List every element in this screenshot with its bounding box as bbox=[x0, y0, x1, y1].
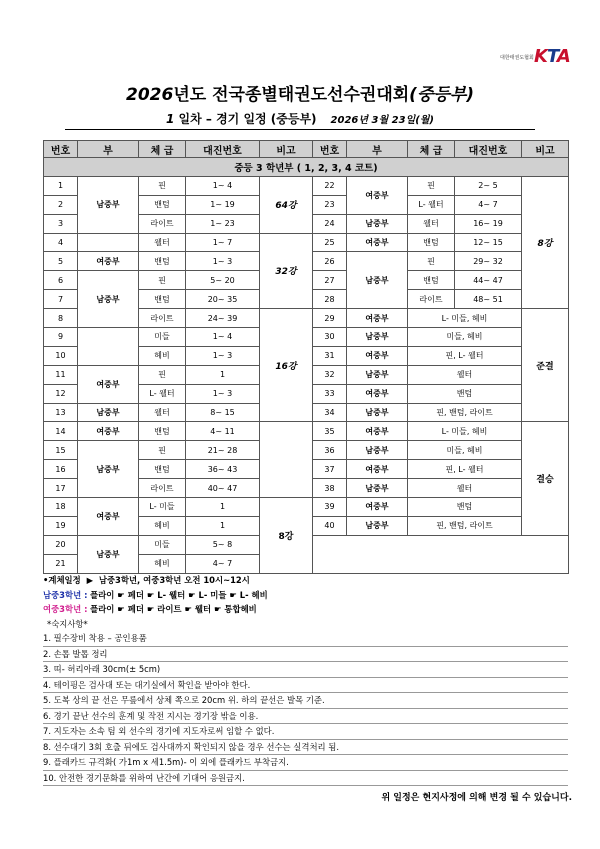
column-header: 체 급 bbox=[408, 141, 455, 158]
kta-logo bbox=[500, 46, 578, 70]
weigh-in-schedule: •계체일정 ▶ 남중3학년, 여중3학년 오전 10시~12시 bbox=[43, 575, 250, 585]
table-cell: 남중부 bbox=[347, 441, 408, 460]
table-cell: 1~ 3 bbox=[186, 346, 260, 365]
table-cell: 5~ 8 bbox=[186, 535, 260, 554]
logo-org-name: 대한태권도협회 bbox=[500, 55, 534, 61]
table-cell: 여중부 bbox=[347, 460, 408, 479]
table-cell: 4~ 7 bbox=[455, 195, 522, 214]
table-cell: 웰터 bbox=[139, 403, 186, 422]
table-cell: 결승 bbox=[522, 422, 569, 535]
table-cell: 핀 bbox=[139, 365, 186, 384]
logo-mark: KTA bbox=[534, 46, 570, 67]
table-cell: 13 bbox=[44, 403, 78, 422]
table-cell: 44~ 47 bbox=[455, 271, 522, 290]
table-cell: 2 bbox=[44, 195, 78, 214]
table-cell: 1 bbox=[186, 516, 260, 535]
table-cell: 밴텀 bbox=[408, 271, 455, 290]
note-item: 5. 도복 상의 끝 선은 무릎에서 상체 쪽으로 20cm 위. 하의 끝선은 발목 기준. bbox=[43, 693, 568, 709]
table-cell: 20~ 35 bbox=[186, 290, 260, 309]
column-header: 부 bbox=[347, 141, 408, 158]
table-cell: 1~ 19 bbox=[186, 195, 260, 214]
table-cell: 남중부 bbox=[347, 403, 408, 422]
table-cell: 36~ 43 bbox=[186, 460, 260, 479]
table-cell: 1~ 3 bbox=[186, 252, 260, 271]
table-cell: 남중부 bbox=[78, 176, 139, 233]
table-cell: 여중부 bbox=[347, 498, 408, 517]
table-cell: 20 bbox=[44, 535, 78, 554]
notes-section bbox=[43, 573, 568, 786]
table-cell: 준결 bbox=[522, 309, 569, 422]
table-cell: 남중부 bbox=[347, 252, 408, 309]
table-cell: 밴텀 bbox=[408, 233, 455, 252]
table-cell: 8강 bbox=[260, 498, 313, 574]
table-cell: 라이트 bbox=[139, 309, 186, 328]
table-cell: 17 bbox=[44, 479, 78, 498]
table-cell: 25 bbox=[313, 233, 347, 252]
note-item: 2. 손톱 발톱 정리 bbox=[43, 647, 568, 663]
table-cell: 29~ 32 bbox=[455, 252, 522, 271]
table-cell: 27 bbox=[313, 271, 347, 290]
table-cell: 1 bbox=[186, 365, 260, 384]
table-cell: 핀 bbox=[139, 271, 186, 290]
page-subtitle: 1 일차 – 경기 일정 (중등부) 2026년 3월 23일(월) bbox=[65, 110, 535, 130]
table-cell: 남중부 bbox=[347, 328, 408, 347]
table-cell: 남중부 bbox=[347, 214, 408, 233]
table-cell: 중등 3 학년부 ( 1, 2, 3, 4 코트) bbox=[44, 158, 569, 177]
table-cell: 36 bbox=[313, 441, 347, 460]
schedule-table bbox=[43, 140, 569, 574]
page-title: 2026년도 전국종별태권도선수권대회(중등부) bbox=[126, 85, 474, 105]
column-header: 번호 bbox=[44, 141, 78, 158]
table-cell: 여중부 bbox=[78, 365, 139, 403]
table-cell: L- 미들, 헤비 bbox=[408, 309, 522, 328]
table-cell: 핀, L- 웰터 bbox=[408, 460, 522, 479]
table-cell: 핀, 밴텀, 라이트 bbox=[408, 516, 522, 535]
table-cell: 여중부 bbox=[78, 498, 139, 536]
table-header-row bbox=[44, 141, 569, 158]
table-cell: 웰터 bbox=[408, 479, 522, 498]
table-cell: 1 bbox=[186, 498, 260, 517]
table-cell: 4~ 11 bbox=[186, 422, 260, 441]
table-cell: 1~ 4 bbox=[186, 176, 260, 195]
table-cell: 6 bbox=[44, 271, 78, 290]
column-header: 번호 bbox=[313, 141, 347, 158]
table-cell: 여중부 bbox=[347, 422, 408, 441]
column-header: 체 급 bbox=[139, 141, 186, 158]
table-cell: 라이트 bbox=[139, 479, 186, 498]
note-item: 6. 경기 끝난 선수의 훈계 및 작전 지시는 경기장 밖을 이용. bbox=[43, 709, 568, 725]
table-row bbox=[44, 498, 569, 517]
table-cell: 1~ 3 bbox=[186, 384, 260, 403]
table-cell: 26 bbox=[313, 252, 347, 271]
table-cell: 5 bbox=[44, 252, 78, 271]
table-cell bbox=[313, 535, 569, 573]
table-cell: 라이트 bbox=[139, 214, 186, 233]
table-cell: 28 bbox=[313, 290, 347, 309]
note-item: 4. 테이핑은 검사대 또는 대기실에서 확인을 받아야 한다. bbox=[43, 678, 568, 694]
table-cell: 여중부 bbox=[347, 384, 408, 403]
table-cell: 35 bbox=[313, 422, 347, 441]
table-cell: 핀 bbox=[139, 441, 186, 460]
column-header: 비고 bbox=[522, 141, 569, 158]
caution-heading: *숙지사항* bbox=[47, 618, 88, 629]
table-cell: 16~ 19 bbox=[455, 214, 522, 233]
table-cell: 16 bbox=[44, 460, 78, 479]
table-cell: 밴텀 bbox=[139, 422, 186, 441]
arrow-right-icon: ▶ bbox=[86, 575, 94, 585]
table-cell: 라이트 bbox=[408, 290, 455, 309]
table-cell: 핀 bbox=[408, 252, 455, 271]
table-cell: 남중부 bbox=[78, 403, 139, 422]
table-cell: 여중부 bbox=[78, 422, 139, 441]
table-cell: 핀 bbox=[139, 176, 186, 195]
table-cell: 12~ 15 bbox=[455, 233, 522, 252]
table-cell: 31 bbox=[313, 346, 347, 365]
girls-weigh-order: 여중3학년 : 플라이 ☛ 페더 ☛ 라이트 ☛ 웰터 ☛ 통합헤비 bbox=[43, 604, 257, 614]
note-item: 7. 지도자는 소속 팀 외 선수의 경기에 지도자로써 임할 수 없다. bbox=[43, 724, 568, 740]
table-cell: 남중부 bbox=[347, 365, 408, 384]
table-cell: 16강 bbox=[260, 309, 313, 422]
table-cell: 남중부 bbox=[78, 441, 139, 498]
table-cell: 미들, 헤비 bbox=[408, 441, 522, 460]
table-row bbox=[44, 176, 569, 195]
table-cell: 19 bbox=[44, 516, 78, 535]
table-cell: L- 웰터 bbox=[408, 195, 455, 214]
note-item: 9. 플래카드 규격화( 가1m x 세1.5m)- 이 외에 플래카드 부착금지. bbox=[43, 755, 568, 771]
table-cell: 40 bbox=[313, 516, 347, 535]
table-cell: 30 bbox=[313, 328, 347, 347]
table-cell: 23 bbox=[313, 195, 347, 214]
table-cell bbox=[78, 328, 139, 366]
table-cell: 핀, L- 웰터 bbox=[408, 346, 522, 365]
table-cell: 남중부 bbox=[347, 479, 408, 498]
note-item: 1. 필수장비 착용 – 공인용품 bbox=[43, 631, 568, 647]
table-cell: 40~ 47 bbox=[186, 479, 260, 498]
column-header: 비고 bbox=[260, 141, 313, 158]
table-cell: 밴텀 bbox=[139, 195, 186, 214]
table-cell: 33 bbox=[313, 384, 347, 403]
table-cell: 39 bbox=[313, 498, 347, 517]
table-cell: 18 bbox=[44, 498, 78, 517]
note-item: 10. 안전한 경기문화를 위하여 난간에 기대어 응원금지. bbox=[43, 771, 568, 787]
table-cell bbox=[78, 233, 139, 252]
table-cell: 여중부 bbox=[347, 233, 408, 252]
table-cell: 남중부 bbox=[347, 516, 408, 535]
table-cell: 핀 bbox=[408, 176, 455, 195]
table-cell: 4~ 7 bbox=[186, 554, 260, 573]
table-cell: 29 bbox=[313, 309, 347, 328]
table-cell: 22 bbox=[313, 176, 347, 195]
table-cell: 38 bbox=[313, 479, 347, 498]
table-cell: 남중부 bbox=[78, 535, 139, 573]
table-cell: 1~ 4 bbox=[186, 328, 260, 347]
column-header: 대진번호 bbox=[455, 141, 522, 158]
table-cell: 32 bbox=[313, 365, 347, 384]
table-cell: 웰터 bbox=[139, 233, 186, 252]
note-item: 8. 선수대기 3회 호출 뒤에도 검사대까지 확인되지 않을 경우 선수는 실격처리 됨. bbox=[43, 740, 568, 756]
column-header: 대진번호 bbox=[186, 141, 260, 158]
table-cell: 3 bbox=[44, 214, 78, 233]
table-cell: 남중부 bbox=[78, 271, 139, 328]
table-cell: 8~ 15 bbox=[186, 403, 260, 422]
table-cell: 24 bbox=[313, 214, 347, 233]
table-cell: 64강 bbox=[260, 176, 313, 233]
table-cell: 7 bbox=[44, 290, 78, 309]
table-cell: 24~ 39 bbox=[186, 309, 260, 328]
table-cell: 미들 bbox=[139, 535, 186, 554]
table-cell: 밴텀 bbox=[139, 290, 186, 309]
table-cell: 헤비 bbox=[139, 516, 186, 535]
table-cell: 9 bbox=[44, 328, 78, 347]
table-cell: 1 bbox=[44, 176, 78, 195]
table-cell: 12 bbox=[44, 384, 78, 403]
table-cell: 미들, 헤비 bbox=[408, 328, 522, 347]
table-cell: 여중부 bbox=[347, 176, 408, 214]
table-cell: 여중부 bbox=[347, 309, 408, 328]
table-cell: 미들 bbox=[139, 328, 186, 347]
note-item: 3. 띠- 허리아래 30cm(± 5cm) bbox=[43, 662, 568, 678]
column-header: 부 bbox=[78, 141, 139, 158]
table-cell: 2~ 5 bbox=[455, 176, 522, 195]
table-cell: 밴텀 bbox=[408, 384, 522, 403]
table-cell: 밴텀 bbox=[139, 252, 186, 271]
table-cell: 핀, 밴텀, 라이트 bbox=[408, 403, 522, 422]
table-cell: 여중부 bbox=[347, 346, 408, 365]
table-cell: 밴텀 bbox=[408, 498, 522, 517]
table-cell: 11 bbox=[44, 365, 78, 384]
table-cell: 5~ 20 bbox=[186, 271, 260, 290]
table-cell: 48~ 51 bbox=[455, 290, 522, 309]
boys-weigh-order: 남중3학년 : 플라이 ☛ 페더 ☛ L- 웰터 ☛ L- 미들 ☛ L- 헤비 bbox=[43, 589, 268, 600]
table-cell: 밴텀 bbox=[139, 460, 186, 479]
table-cell: 웰터 bbox=[408, 365, 522, 384]
division-banner bbox=[44, 158, 569, 177]
table-cell: L- 미들, 헤비 bbox=[408, 422, 522, 441]
table-cell: 1~ 7 bbox=[186, 233, 260, 252]
table-cell: 여중부 bbox=[78, 252, 139, 271]
table-cell: 8강 bbox=[522, 176, 569, 308]
table-cell: 34 bbox=[313, 403, 347, 422]
table-cell: 15 bbox=[44, 441, 78, 460]
table-cell: 10 bbox=[44, 346, 78, 365]
table-cell: 웰터 bbox=[408, 214, 455, 233]
table-cell: 32강 bbox=[260, 233, 313, 309]
table-cell: 헤비 bbox=[139, 554, 186, 573]
table-row bbox=[44, 422, 569, 441]
footer-notice: 위 일정은 현지사정에 의해 변경 될 수 있습니다. bbox=[381, 793, 572, 803]
table-cell: 14 bbox=[44, 422, 78, 441]
table-cell: 21 bbox=[44, 554, 78, 573]
table-row bbox=[44, 233, 569, 252]
table-cell: 21~ 28 bbox=[186, 441, 260, 460]
table-cell: 4 bbox=[44, 233, 78, 252]
table-cell bbox=[260, 422, 313, 498]
event-date: 2026년 3월 23일(월) bbox=[330, 115, 434, 126]
table-cell: L- 웰터 bbox=[139, 384, 186, 403]
table-cell: 1~ 23 bbox=[186, 214, 260, 233]
table-cell: 8 bbox=[44, 309, 78, 328]
table-cell: L- 미들 bbox=[139, 498, 186, 517]
table-cell: 37 bbox=[313, 460, 347, 479]
table-cell: 헤비 bbox=[139, 346, 186, 365]
